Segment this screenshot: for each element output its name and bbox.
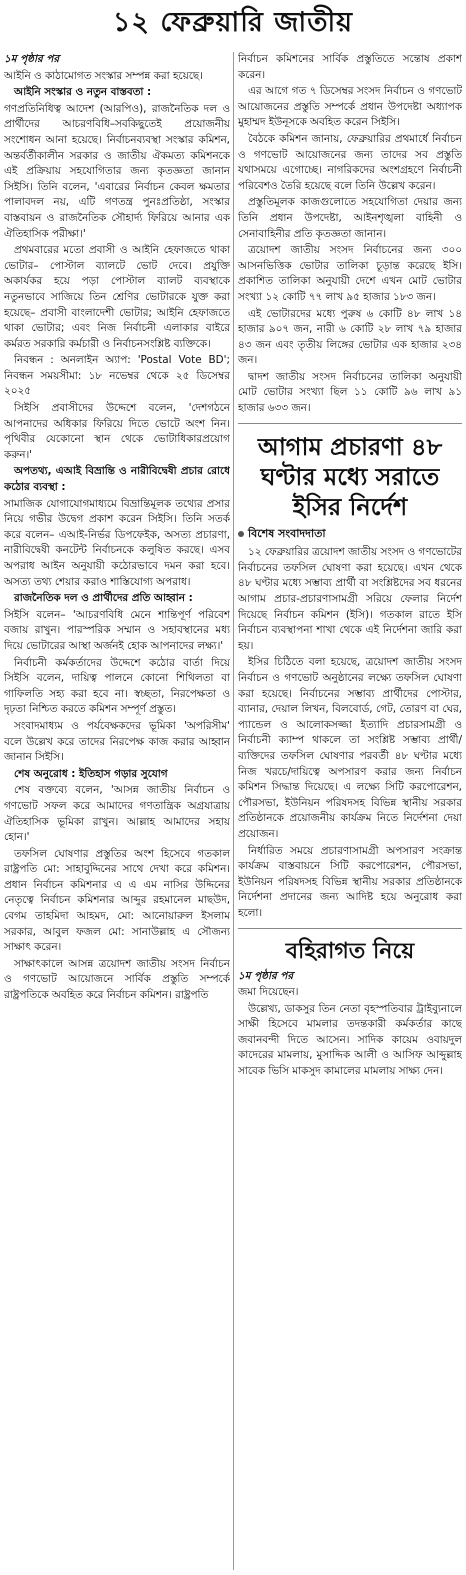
paragraph: সাক্ষাৎকালে আসন্ন ত্রয়োদশ জাতীয় সংসদ নির্বাচন ও গণভোট আয়োজনে সার্বিক প্রস্তুতি সম্পর্কে রাষ্ট্রপতিকে অবহিত করে নির্বাচন কমিশন। রাষ্ট্রপতি <box>4 957 230 1002</box>
subheading: শেষ অনুরোধ : ইতিহাস গড়ার সুযোগ <box>14 767 168 780</box>
third-headline: বহিরাগত নিয়ে <box>285 937 415 964</box>
paragraph: শেষ বক্তব্যে বলেন, 'আসন্ন জাতীয় নির্বাচন ও গণভোট সফল করে আমাদের গণতান্ত্রিক অগ্রযাত্রায় ঐতিহাসিক ভূমিকা রাখুন। আল্লাহ আমাদের সহায় হোন।' <box>4 784 230 844</box>
paragraph: ইসির চিঠিতে বলা হয়েছে, ত্রয়োদশ জাতীয় সংসদ নির্বাচন ও গণভোট অনুষ্ঠানের লক্ষ্যে তফসিল ঘোষণা করা হয়েছে। নির্বাচনের সম্ভাব্য প্রার্থীদের পোস্টার, ব্যানার, দেয়াল লিখন, বিলবোর্ড, গেট, তোরণ বা ঘের, প্যান্ডেল ও আলোকসজ্জা ইত্যাদি প্রচারসামগ্রী ও নির্বাচনী ক্যাম্প থাকলে তা সংশ্লিষ্ট সম্ভাব্য প্রার্থী/ব্যক্তিদের তফসিল ঘোষণার পরবর্তী ৪৮ ঘণ্টার মধ্যে নিজ খরচে/দায়িত্বে অপসারণ করার জন্য নির্বাচন কমিশন সিদ্ধান্ত দিয়েছে। এ লক্ষ্যে সিটি করপোরেশন, পৌরসভা, ইউনিয়ন পরিষদসহ বিভিন্ন স্থানীয় সরকার প্রতিষ্ঠানকে প্রয়োজনীয় কার্যক্রম নিতে নির্দেশনা দেয়া প্রয়োজন। <box>238 656 462 840</box>
separator <box>238 423 462 424</box>
main-headline: ১২ ফেব্রুয়ারি জাতীয় <box>112 7 354 38</box>
subheading: আইনি সংস্কার ও নতুন বাস্তবতা : <box>14 86 152 99</box>
paragraph: জমা দিয়েছেন। <box>238 986 299 999</box>
paragraph: সামাজিক যোগাযোগমাধ্যমে বিভ্রান্তিমূলক তথ্যের প্রসার নিয়ে গভীর উদ্বেগ প্রকাশ করেন সিইসি। তিনি সতর্ক করে বলেন– এআই-নির্ভর ডিপফেইক, অসত্য প্রচারণা, নারীবিদ্বেষী কনটেন্ট নির্বাচনকে কলুষিত করছে। এসব অপরাধ আইন অনুযায়ী কঠোরভাবে দমন করা হবে। অসত্য তথ্য শেয়ার করাও শাস্তিযোগ্য অপরাধ। <box>4 497 230 588</box>
paragraph: প্রস্তুতিমূলক কাজগুলোতে সহযোগিতা দেয়ার জন্য তিনি প্রধান উপদেষ্টা, আইনশৃঙ্খলা বাহিনী ও সেনাবাহিনীর প্রতি কৃতজ্ঞতা জানান। <box>238 196 462 240</box>
paragraph: এর আগে গত ৭ ডিসেম্বর সংসদ নির্বাচন ও গণভোট আয়োজনের প্রস্তুতি সম্পর্কে প্রধান উপদেষ্টা অধ্যাপক মুহাম্মদ ইউনূসকে অবহিত করেন সিইসি। <box>238 85 462 129</box>
paragraph: সিইসি বলেন– 'আচরণবিধি মেনে শান্তিপূর্ণ পরিবেশ বজায় রাখুন। পারস্পরিক সম্মান ও সহাবস্থানের মধ্য দিয়ে ভোটারের আস্থা অর্জনই হোক আপনাদের লক্ষ্য।' <box>4 608 230 652</box>
paragraph: নিবন্ধন : অনলাইন অ্যাপ: 'Postal Vote BD'; নিবন্ধন সময়সীমা: ১৮ নভেম্বর থেকে ২৫ ডিসেম্বর ২০২৫ <box>4 354 230 398</box>
paragraph: এই ভোটারদের মধ্যে পুরুষ ৬ কোটি ৪৮ লাখ ১৪ হাজার ৯০৭ জন, নারী ৬ কোটি ২৮ লাখ ৭৯ হাজার ৪৩ জন এবং তৃতীয় লিঙ্গের ভোটার এক হাজার ২৩৪ জন। <box>238 307 462 367</box>
paragraph: আইনি ও কাঠামোগত সংস্কার সম্পন্ন করা হয়েছে। <box>4 69 203 82</box>
separator <box>238 928 462 929</box>
left-column <box>4 52 230 1570</box>
paragraph: ১২ ফেব্রুয়ারির ত্রয়োদশ জাতীয় সংসদ ও গণভোটের নির্বাচনের তফসিল ঘোষণা করা হয়েছে। এখন থেকে ৪৮ ঘণ্টার মধ্যে সম্ভাব্য প্রার্থী বা সংশ্লিষ্টদের সব ধরনের আগাম প্রচার-প্রচারণাসামগ্রী সরিয়ে ফেলার নির্দেশ দিয়েছে নির্বাচন কমিশন (ইসি)। গতকাল রাতে ইসি নির্বাচন ব্যবস্থাপনা শাখা থেকে এই নির্দেশনা জারি করা হয়। <box>238 546 462 652</box>
subheading: রাজনৈতিক দল ও প্রার্থীদের প্রতি আহ্বান : <box>14 592 193 605</box>
jump-label: ১ম পৃষ্ঠার পর <box>4 53 60 65</box>
paragraph: উল্লেখ্য, ডাকসুর তিন নেতা বৃহস্পতিবার ট্রাইব্যুনালে সাক্ষী হিসেবে মামলার তদন্তকারী কর্মকর্তার কাছে জবানবন্দী দিতে আসেন। সাদিক কায়েম ওবায়দুল কাদেরের মামলায়, মুসাদ্দিক আলী ও আসিফ আব্দুল্লাহ সাবেক ভিসি মাকসুদ কামালের মামলায় সাক্ষ্য দেন। <box>238 1002 462 1078</box>
paragraph: প্রথমবারের মতো প্রবাসী ও আইনি হেফাজতে থাকা ভোটার– পোস্টাল ব্যালটে ভোট দেবে। প্রযুক্তি অকার্যকর হয়ে পড়া পোস্টাল ব্যালট ব্যবস্থাকে নতুনভাবে সাজিয়ে তিন শ্রেণির ভোটারকে যুক্ত করা হয়েছে– প্রবাসী বাংলাদেশী ভোটার; আইনি হেফাজতে থাকা ভোটার; এবং নিজ নির্বাচনী এলাকার বাইরে কর্মরত সরকারি কর্মচারী ও নির্বাচনসংশ্লিষ্ট ব্যক্তিকে। <box>4 244 230 350</box>
paragraph: সিইসি প্রবাসীদের উদ্দেশে বলেন, 'দেশগঠনে আপনাদের অধিকার ফিরিয়ে দিতে ভোটে অংশ নিন। পৃথিবীর যেকোনো স্থান থেকে ভোটাধিকারপ্রয়োগ করুন।' <box>4 402 230 461</box>
subheading: অপতথ্য, এআই বিভ্রান্তি ও নারীবিদ্বেষী প্রচার রোধে কঠোর ব্যবস্থা : <box>4 465 230 494</box>
bullet-icon <box>238 531 244 537</box>
byline-text: বিশেষ সংবাদদাতা <box>248 526 326 540</box>
second-headline: আগাম প্রচারণা ৪৮ ঘণ্টার মধ্যে সরাতে ইসির নির্দেশ <box>257 431 443 521</box>
paragraph: তফসিল ঘোষণার প্রস্তুতির অংশ হিসেবে গতকাল রাষ্ট্রপতি মো: সাহাবুদ্দিনের সাথে দেখা করে কমিশন। প্রধান নির্বাচন কমিশনার এ এ এম নাসির উদ্দিনের নেতৃত্বে নির্বাচন কমিশনার আব্দুর রহমানেল মাছউদ, বেগম তাহমিদা আহমদ, মো: আনোয়ারুল ইসলাম সরকার, আবুল ফজল মো: সানাউল্লাহ এ সৌজন্য সাক্ষাৎ করেন। <box>4 847 230 954</box>
paragraph: নির্বাচনী কর্মকর্তাদের উদ্দেশে কঠোর বার্তা দিয়ে সিইসি বলেন, দায়িত্ব পালনে কোনো শিথিলতা বা গাফিলতি সহ্য করা হবে না। স্বচ্ছতা, নিরপেক্ষতা ও দৃঢ়তা নিশ্চিত করতে কমিশন সম্পূর্ণ প্রস্তুত। <box>4 656 230 716</box>
paragraph: নির্বাচন কমিশনের সার্বিক প্রস্তুতিতে সন্তোষ প্রকাশ করেন। <box>238 53 462 81</box>
byline <box>238 526 462 542</box>
paragraph: নির্ধারিত সময়ে প্রচারণাসামগ্রী অপসারণ সংক্রান্ত কার্যক্রম বাস্তবায়নে সিটি করপোরেশন, পৌরসভা, ইউনিয়ন পরিষদসহ বিভিন্ন স্থানীয় সরকার প্রতিষ্ঠানকে নির্দেশনা প্রদানের জন্য আদিষ্ট হয়ে অনুরোধ করা হলো। <box>238 844 462 919</box>
jump-label: ১ম পৃষ্ঠার পর <box>238 969 294 982</box>
paragraph: ত্রয়োদশ জাতীয় সংসদ নির্বাচনের জন্য ৩০০ আসনভিত্তিক ভোটার তালিকা চূড়ান্ত করেছে ইসি। প্রকাশিত তালিকা অনুযায়ী দেশে এখন মোট ভোটার সংখ্যা ১২ কোটি ৭৭ লাখ ৯৫ হাজার ১৮৩ জন। <box>238 244 462 303</box>
paragraph: দ্বাদশ জাতীয় সংসদ নির্বাচনের তালিকা অনুযায়ী মোট ভোটার সংখ্যা ছিল ১১ কোটি ৯৬ লাখ ৯১ হাজার ৬৩৩ জন। <box>238 370 462 415</box>
right-column <box>238 52 462 1570</box>
column-divider <box>233 52 234 1570</box>
paragraph: গণপ্রতিনিধিত্ব আদেশ (আরপিও), রাজনৈতিক দল ও প্রার্থীদের আচরণবিধি–সবকিছুতেই প্রয়োজনীয় সংশোধন আনা হয়েছে। নির্বাচনব্যবস্থা সংস্কার কমিশন, অন্তর্বর্তীকালীন সরকার ও জাতীয় ঐকমত্য কমিশনকে এই প্রক্রিয়ায় সহযোগিতার জন্য কৃতজ্ঞতা জানান সিইসি। তিনি বলেন, 'এবারের নির্বাচন কেবল ক্ষমতার পালাবদল নয়, এটি গণতন্ত্র পুনঃপ্রতিষ্ঠা, সংস্কার বাস্তবায়ন ও রাজনৈতিক সৌহার্দ্য ফিরিয়ে আনার এক ঐতিহাসিক পরীক্ষা।' <box>4 102 230 240</box>
paragraph: সংবাদমাধ্যম ও পর্যবেক্ষকদের ভূমিকা 'অপরিসীম' বলে উল্লেখ করে তাদের নিরপেক্ষ কাজ করার আহ্বান জানান সিইসি। <box>4 719 230 764</box>
paragraph: বৈঠকে কমিশন জানায়, ফেব্রুয়ারির প্রথমার্ধে নির্বাচন ও গণভোট আয়োজনের জন্য তাদের সব প্রস্তুতি যথাসময়ে এগোচ্ছে। নাগরিকদের অংশগ্রহণে নির্বাচনী পরিবেশও তৈরি হয়েছে বলে তিনি উল্লেখ করেন। <box>238 132 462 192</box>
